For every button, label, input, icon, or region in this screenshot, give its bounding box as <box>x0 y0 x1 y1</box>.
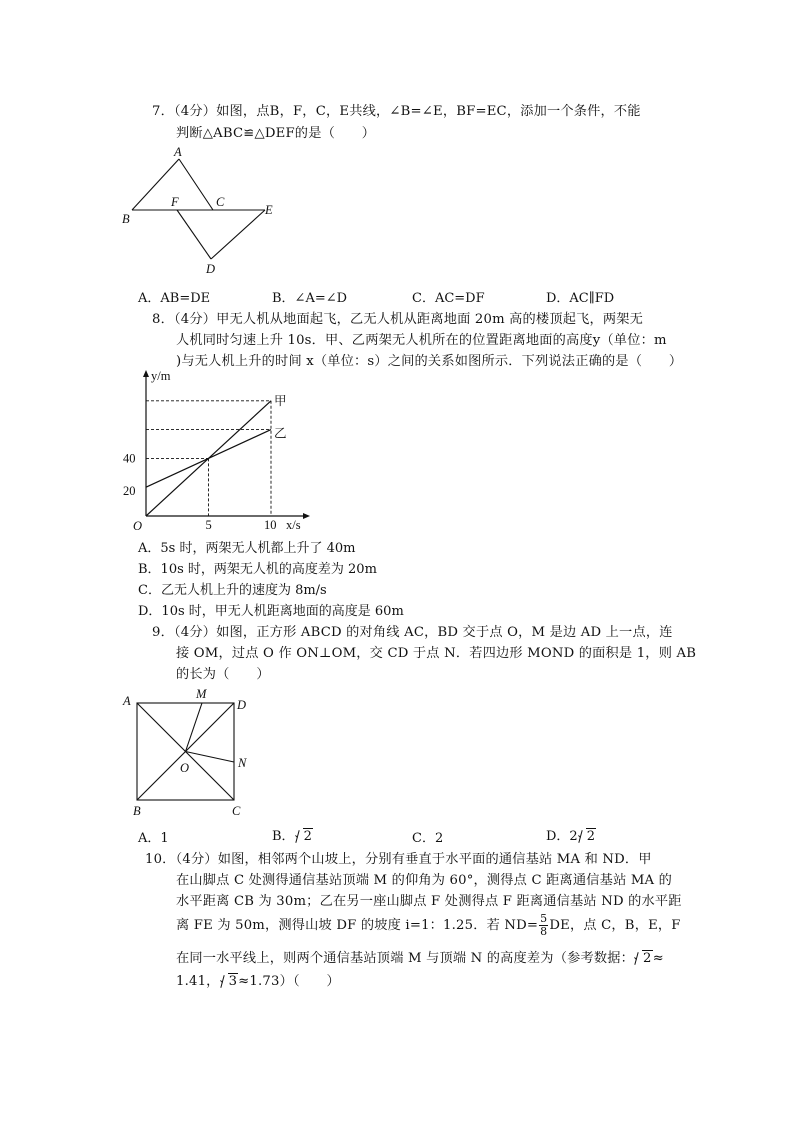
q8-chart <box>120 368 320 533</box>
q10-stem-line2: 在山脚点 C 处测得通信基站顶端 M 的仰角为 60°，测得点 C 距离通信基站 MA 的 <box>176 873 673 888</box>
fraction-5-8: $\frac{5}{8}$ <box>540 912 548 938</box>
q8-y-axis-arrow <box>143 370 149 377</box>
q7-label-A: A <box>174 145 182 159</box>
q9-option-b[interactable] <box>272 825 313 844</box>
q7-stem-line1: 7．（4分）如图，点B，F，C，E共线，∠B=∠E，BF=EC，添加一个条件，不能 <box>152 104 641 119</box>
q8-option-a[interactable]: A．5s 时，两架无人机都上升了 40m <box>138 541 356 556</box>
q7-seg-DE <box>211 210 265 259</box>
q9-label-N: N <box>238 756 247 770</box>
q9-option-d-prefix: D．2 <box>546 829 578 844</box>
q9-option-a[interactable]: A．1 <box>138 831 169 846</box>
sqrt-symbol: 2 <box>295 829 313 844</box>
q8-legend-yi: 乙 <box>274 426 287 441</box>
q7-option-c[interactable]: C．AC=DF <box>412 291 485 306</box>
q9-stem-line3: 的长为（ ） <box>176 667 270 682</box>
q7-seg-AC <box>179 159 213 210</box>
q8-option-b[interactable]: B．10s 时，两架无人机的高度差为 20m <box>138 562 377 577</box>
q7-option-a[interactable]: A．AB=DE <box>138 291 211 306</box>
q7-option-b[interactable]: B．∠A=∠D <box>272 291 348 306</box>
q8-ytick-20: 20 <box>123 484 136 499</box>
q10-stem-line4: 离 FE 为 50m，测得山坡 DF 的坡度 i=1：1.25．若 ND= $\frac{5}{8}$ DE，点 C，B，E，F <box>176 912 681 938</box>
q7-seg-FD <box>177 210 211 259</box>
q7-label-E: E <box>265 203 273 217</box>
q8-option-d[interactable]: D．10s 时，甲无人机距离地面的高度是 60m <box>138 604 404 619</box>
q9-seg-OM <box>186 703 203 752</box>
q9-option-d[interactable] <box>546 825 596 844</box>
q8-xtick-5: 5 <box>205 518 212 532</box>
q8-stem-line2: 人机同时匀速上升 10s．甲、乙两架无人机所在的位置距离地面的高度y（单位：m <box>176 333 667 348</box>
q9-label-M: M <box>196 687 207 701</box>
q7-label-C: C <box>216 195 225 209</box>
q7-stem-line2: 判断△ABC≌△DEF的是（ ） <box>176 126 376 141</box>
q9-figure <box>118 683 268 823</box>
q8-option-c[interactable]: C．乙无人机上升的速度为 8m/s <box>138 583 327 598</box>
q8-legend-jia: 甲 <box>274 393 287 408</box>
q7-label-F: F <box>171 195 179 209</box>
q10-stem-line1: 10．（4分）如图，相邻两个山坡上，分别有垂直于水平面的通信基站 MA 和 ND．甲 <box>145 852 652 867</box>
q9-label-C: C <box>232 804 241 818</box>
q8-y-label: y/m <box>151 369 171 383</box>
q10-stem-line6: 1.41， 3≈1.73）（ ） <box>176 974 340 989</box>
sqrt-symbol: 2 <box>578 829 596 844</box>
q9-option-c[interactable]: C．2 <box>412 831 444 846</box>
q8-stem-line1: 8．（4分）甲无人机从地面起飞，乙无人机从距离地面 20m 高的楼顶起飞，两架无 <box>152 312 644 327</box>
q8-x-axis-arrow <box>303 513 310 519</box>
q8-origin-label: O <box>133 519 143 533</box>
q7-figure <box>120 142 290 277</box>
q9-label-A: A <box>123 694 131 708</box>
q7-label-B: B <box>122 212 130 226</box>
sqrt-symbol: 2 <box>634 951 653 966</box>
sqrt-symbol: 3 <box>220 974 239 989</box>
q8-ytick-40: 40 <box>123 451 136 466</box>
q9-seg-ON <box>186 752 235 763</box>
q8-stem-line3: )与无人机上升的时间 x（单位：s）之间的关系如图所示．下列说法正确的是（ ） <box>176 354 683 369</box>
q8-x-label: x/s <box>286 518 301 532</box>
q8-xtick-10: 10 <box>264 518 277 532</box>
q9-label-D: D <box>237 698 247 712</box>
q10-stem-line5: 在同一水平线上，则两个通信基站顶端 M 与顶端 N 的高度差为（参考数据： 2≈ <box>176 951 664 966</box>
q9-stem-line2: 接 OM，过点 O 作 ON⊥OM，交 CD 于点 N．若四边形 MOND 的面积是 1，则 AB <box>176 646 697 661</box>
q9-option-b-prefix: B． <box>272 829 295 844</box>
q9-stem-line1: 9．（4分）如图，正方形 ABCD 的对角线 AC，BD 交于点 O，M 是边 AD 上一点，连 <box>152 625 673 640</box>
q9-label-B: B <box>133 804 141 818</box>
q9-label-O: O <box>180 761 190 775</box>
q10-stem-line3: 水平距离 CB 为 30m；乙在另一座山脚点 F 处测得点 F 距离通信基站 ND 的水平距 <box>176 894 682 909</box>
q7-label-D: D <box>206 262 216 276</box>
q7-option-d[interactable]: D．AC∥FD <box>546 291 615 306</box>
